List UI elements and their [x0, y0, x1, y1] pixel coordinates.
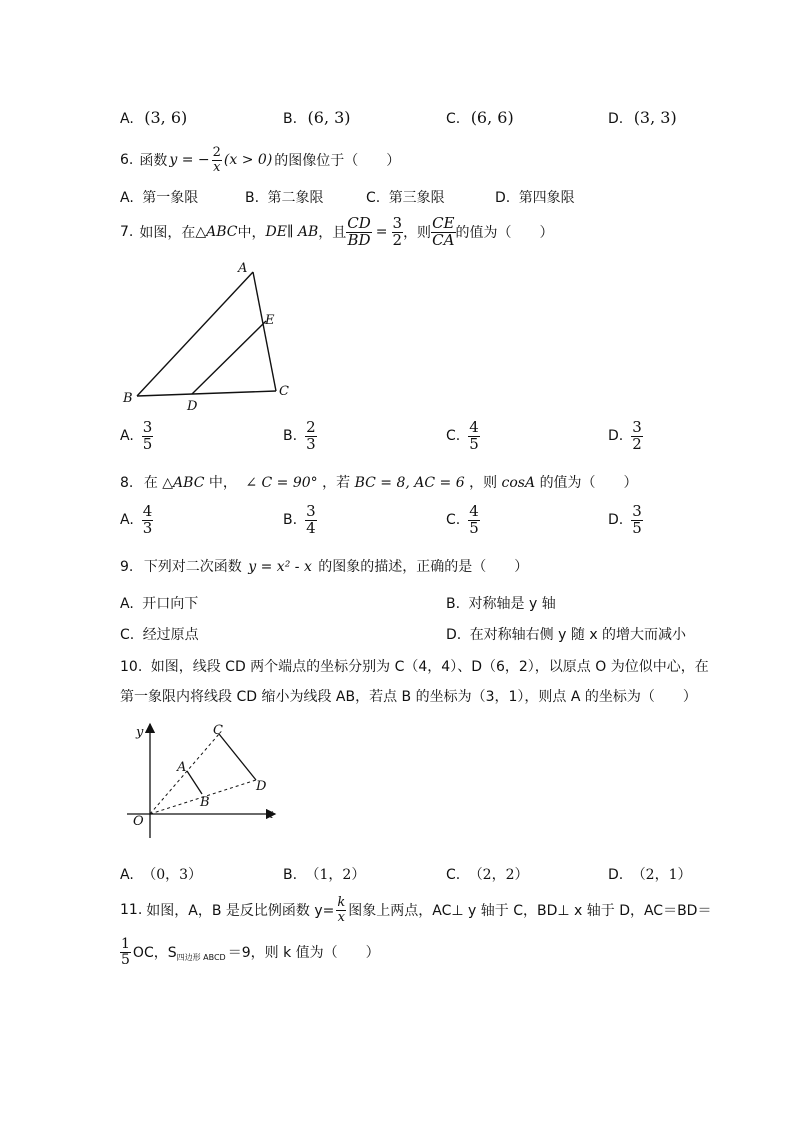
q7-option-d: [608, 420, 643, 453]
fraction-denominator: 2: [392, 230, 403, 249]
label-o: O: [133, 814, 144, 829]
question-number: 8.: [120, 475, 134, 491]
option-letter: A.: [120, 512, 134, 529]
option-letter: D.: [446, 627, 462, 643]
fraction-denominator: 2: [632, 434, 642, 453]
fraction-numerator: CE: [432, 213, 455, 232]
fraction-numerator: 4: [469, 418, 479, 436]
option-letter: D.: [608, 867, 624, 883]
option-letter: B.: [283, 867, 298, 883]
q8-text-4: ，则: [469, 475, 498, 491]
option-text: 第二象限: [267, 190, 324, 206]
option-letter: B.: [245, 190, 260, 206]
q6-option-d: [495, 187, 575, 207]
side-ba: [137, 272, 253, 396]
fraction-denominator: 3: [306, 434, 316, 453]
fraction-denominator: x: [213, 159, 221, 175]
q7-text-3: ，且: [318, 225, 347, 241]
fraction-numerator: 4: [469, 502, 479, 520]
option-letter: C.: [446, 428, 461, 445]
option-letter: A.: [120, 111, 134, 127]
fraction-numerator: CD: [347, 213, 371, 232]
q8-cos: cosA: [501, 475, 536, 491]
fraction-denominator: 5: [142, 434, 153, 453]
option-letter: A.: [120, 596, 134, 612]
q7-option-c: [446, 420, 480, 453]
option-text: 开口向下: [142, 596, 199, 612]
q8-text-2: 中，: [208, 475, 237, 491]
option-text: （2，1）: [631, 867, 692, 883]
label-c: C: [213, 723, 223, 738]
q7-stem: [120, 212, 554, 252]
q8-option-d: [608, 504, 643, 537]
fraction-denominator: BD: [347, 230, 371, 249]
q6-function: y = −: [169, 152, 210, 168]
q9-option-b: [446, 593, 556, 613]
q7-text-2: 中，: [237, 225, 266, 241]
fraction-numerator: 3: [632, 418, 642, 436]
fraction-denominator: 5: [632, 518, 642, 537]
q10-stem-line-1: [120, 656, 709, 676]
option-fraction: [631, 420, 643, 453]
q7-equals: =: [375, 224, 388, 240]
label-a: A: [238, 261, 248, 276]
question-number: 11.: [120, 902, 143, 918]
segment-cd: [219, 734, 256, 780]
option-value: (3, 3): [633, 108, 677, 127]
q8-option-a: [120, 504, 153, 537]
option-letter: C.: [120, 627, 135, 643]
option-text: 经过原点: [142, 627, 199, 643]
label-e: E: [265, 313, 275, 328]
fraction-denominator: 5: [121, 951, 130, 968]
option-letter: B.: [283, 512, 298, 529]
q5-option-b: [283, 108, 351, 127]
q8-condition: BC = 8, AC = 6: [354, 475, 465, 491]
option-letter: C.: [366, 190, 381, 206]
option-letter: D.: [608, 428, 624, 445]
option-letter: A.: [120, 428, 134, 445]
fraction-numerator: k: [337, 894, 346, 910]
q11-text-3: OC，S: [132, 945, 177, 961]
question-number: 6.: [120, 152, 134, 168]
option-text: （1，2）: [305, 867, 366, 883]
question-number: 7.: [120, 224, 134, 240]
option-letter: A.: [120, 867, 134, 883]
q6-option-a: [120, 187, 198, 207]
q8-text-3: ，若: [322, 475, 351, 491]
q7-fraction-3-2: [392, 213, 404, 249]
q11-text-1: 如图，A，B 是反比例函数 y=: [146, 903, 335, 919]
q8-stem: [120, 472, 638, 492]
fraction-numerator: 4: [142, 502, 153, 520]
q7-triangle-figure: [115, 258, 305, 413]
q10-stem-line-2: 第一象限内将线段 CD 缩小为线段 AB，若点 B 的坐标为（3，1），则点 A 的坐标为（ ）: [120, 689, 697, 705]
q9-option-a: [120, 593, 198, 613]
fraction-numerator: 3: [142, 418, 153, 436]
option-fraction: [142, 420, 154, 453]
label-c: C: [279, 384, 289, 399]
q7-text-5: 的值为（ ）: [455, 225, 554, 241]
label-y: y: [136, 725, 144, 740]
question-number: 10.: [120, 659, 143, 675]
option-letter: D.: [608, 512, 624, 529]
option-text: 在对称轴右侧 y 随 x 的增大而减小: [469, 627, 687, 643]
fraction-numerator: 3: [632, 502, 642, 520]
q11-fraction-1-5: [120, 937, 131, 967]
q8-angle: ∠ C = 90°: [245, 475, 318, 491]
option-value: (6, 6): [470, 108, 514, 127]
question-number: 9.: [120, 559, 134, 575]
q10-option-c: [446, 864, 529, 884]
q11-stem-line-1: [120, 890, 711, 930]
q11-text-2: 图象上两点，AC⊥ y 轴于 C，BD⊥ x 轴于 D，AC＝BD＝: [348, 903, 712, 919]
option-fraction: [468, 504, 480, 537]
label-d: D: [256, 779, 267, 794]
q6-option-b: [245, 187, 324, 207]
option-letter: A.: [120, 190, 134, 206]
option-text: 第一象限: [142, 190, 199, 206]
q6-fraction: [212, 146, 222, 174]
q9-text-1: 下列对二次函数: [143, 559, 242, 575]
q6-domain: (x > 0): [223, 152, 273, 168]
fraction-denominator: CA: [432, 230, 455, 249]
q10-option-b: [283, 864, 365, 884]
segment-ab: [187, 771, 202, 794]
q5-option-a: [120, 108, 187, 127]
q5-option-d: [608, 108, 677, 127]
q7-fraction-cd-bd: [346, 213, 372, 249]
option-text: 第三象限: [388, 190, 445, 206]
option-letter: C.: [446, 111, 461, 127]
option-letter: C.: [446, 512, 461, 529]
option-text: 对称轴是 y 轴: [468, 596, 556, 612]
q7-text-1: 如图，在: [139, 225, 196, 241]
option-letter: B.: [283, 111, 298, 127]
q11-fraction-k-x: [336, 896, 346, 924]
fraction-numerator: 3: [392, 213, 403, 232]
fraction-denominator: 5: [469, 434, 479, 453]
q8-option-b: [283, 504, 317, 537]
option-letter: C.: [446, 867, 461, 883]
option-fraction: [305, 420, 317, 453]
fraction-denominator: 3: [142, 518, 153, 537]
q9-text-2: 的图象的描述，正确的是（ ）: [318, 559, 529, 575]
fraction-numerator: 2: [212, 144, 221, 160]
q10-coordinate-figure: [125, 718, 285, 843]
q7-option-a: [120, 420, 153, 453]
q9-function: y = x² - x: [248, 559, 312, 575]
q9-option-d: [446, 624, 686, 644]
side-bc: [137, 391, 276, 396]
q10-text-1: 如图，线段 CD 两个端点的坐标分别为 C（4，4）、D（6，2），以原点 O 为位似中心，在: [150, 659, 709, 675]
fraction-denominator: x: [337, 909, 345, 925]
label-x: x: [266, 807, 274, 822]
q7-triangle: △ABC: [195, 224, 238, 240]
q7-parallel: DE∥ AB: [265, 224, 319, 240]
option-value: (3, 6): [144, 108, 188, 127]
option-value: (6, 3): [307, 108, 351, 127]
q7-text-4: ，则: [403, 225, 432, 241]
fraction-denominator: 4: [306, 518, 316, 537]
q10-option-a: [120, 864, 202, 884]
q11-area-subscript: 四边形 ABCD: [176, 952, 226, 962]
q10-option-d: [608, 864, 692, 884]
fraction-denominator: 5: [469, 518, 479, 537]
label-d: D: [187, 399, 198, 413]
option-fraction: [305, 504, 317, 537]
option-letter: D.: [495, 190, 511, 206]
option-text: 第四象限: [518, 190, 575, 206]
label-a: A: [177, 760, 187, 775]
q8-text-1: 在: [143, 475, 158, 491]
q8-option-c: [446, 504, 480, 537]
option-fraction: [142, 504, 154, 537]
fraction-numerator: 1: [121, 935, 130, 952]
q11-text-4: ＝9，则 k 值为（ ）: [227, 945, 380, 961]
option-fraction: [468, 420, 480, 453]
q9-stem: [120, 556, 528, 576]
fraction-numerator: 2: [306, 418, 316, 436]
q6-option-c: [366, 187, 445, 207]
q6-stem: [120, 140, 400, 180]
option-text: （2，2）: [468, 867, 529, 883]
segment-de: [192, 321, 266, 394]
option-letter: B.: [283, 428, 298, 445]
side-ac: [253, 272, 276, 391]
option-letter: B.: [446, 596, 461, 612]
q9-option-c: [120, 624, 199, 644]
q7-fraction-ce-ca: [431, 213, 455, 249]
fraction-numerator: 3: [306, 502, 316, 520]
label-b: B: [200, 795, 210, 810]
option-letter: D.: [608, 111, 624, 127]
q11-stem-line-2: [120, 932, 380, 972]
q7-option-b: [283, 420, 317, 453]
q6-prefix: 函数: [139, 153, 168, 169]
q8-text-5: 的值为（ ）: [539, 475, 638, 491]
q5-option-c: [446, 108, 514, 127]
option-text: （0，3）: [142, 867, 203, 883]
q6-suffix: 的图像位于（ ）: [274, 153, 401, 169]
q8-triangle: △ABC: [162, 475, 205, 491]
label-b: B: [123, 391, 133, 406]
option-fraction: [631, 504, 643, 537]
